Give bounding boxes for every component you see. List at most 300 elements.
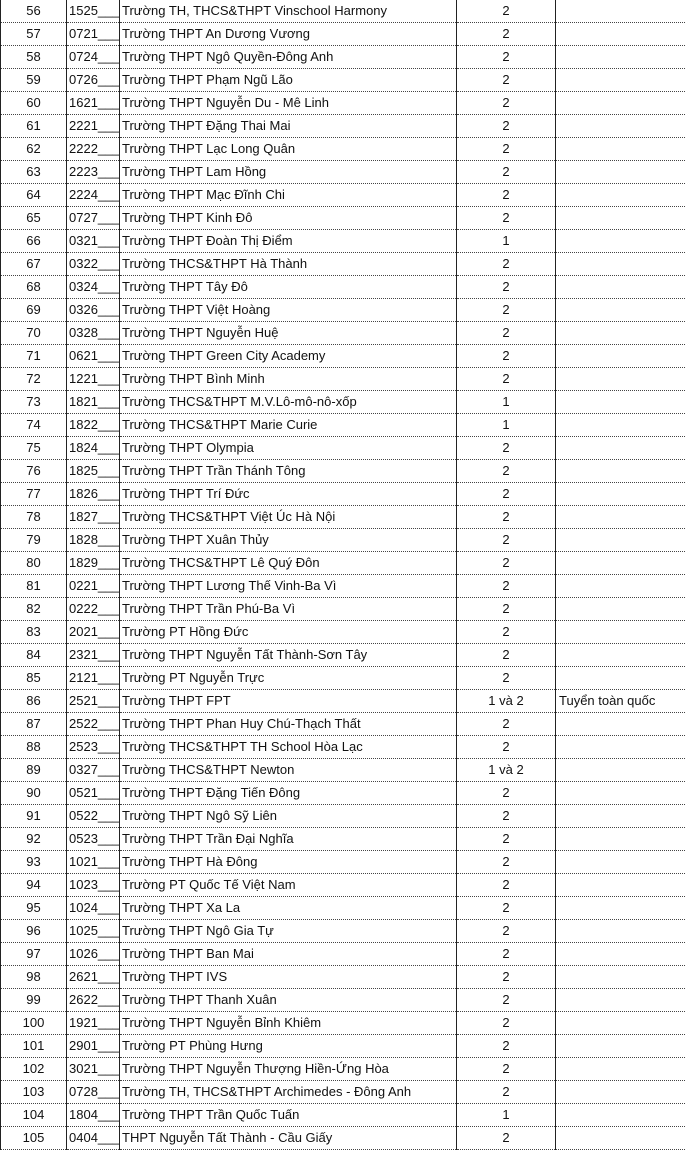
school-code-cell: 1825___ xyxy=(67,460,120,483)
row-number-cell: 58 xyxy=(1,46,67,69)
school-name-cell: Trường THPT Kinh Đô xyxy=(120,207,457,230)
table-row xyxy=(1,966,685,989)
school-code-cell: 1023___ xyxy=(67,874,120,897)
school-code-cell: 0724___ xyxy=(67,46,120,69)
table-row xyxy=(1,138,685,161)
table-row xyxy=(1,115,685,138)
note-cell xyxy=(556,1104,685,1127)
school-name-cell: Trường PT Phùng Hưng xyxy=(120,1035,457,1058)
admission-mode-cell: 2 xyxy=(457,598,556,621)
table-row xyxy=(1,828,685,851)
school-name-cell: Trường THPT Trần Quốc Tuấn xyxy=(120,1104,457,1127)
school-name-cell: Trường THPT Olympia xyxy=(120,437,457,460)
table-row xyxy=(1,713,685,736)
row-number-cell: 97 xyxy=(1,943,67,966)
note-cell xyxy=(556,322,685,345)
row-number-cell: 100 xyxy=(1,1012,67,1035)
school-code-cell: 2621___ xyxy=(67,966,120,989)
school-code-cell: 0324___ xyxy=(67,276,120,299)
school-name-cell: Trường THPT Nguyễn Tất Thành-Sơn Tây xyxy=(120,644,457,667)
note-cell xyxy=(556,644,685,667)
note-cell xyxy=(556,667,685,690)
note-cell xyxy=(556,1081,685,1104)
row-number-cell: 78 xyxy=(1,506,67,529)
table-row xyxy=(1,506,685,529)
table-row xyxy=(1,1104,685,1127)
note-cell xyxy=(556,437,685,460)
row-number-cell: 92 xyxy=(1,828,67,851)
admission-mode-cell: 2 xyxy=(457,69,556,92)
table-row xyxy=(1,920,685,943)
school-name-cell: Trường THCS&THPT Việt Úc Hà Nội xyxy=(120,506,457,529)
school-code-cell: 0327___ xyxy=(67,759,120,782)
school-name-cell: Trường THPT Xuân Thủy xyxy=(120,529,457,552)
note-cell xyxy=(556,1058,685,1081)
admission-mode-cell: 1 xyxy=(457,414,556,437)
school-name-cell: Trường THCS&THPT Hà Thành xyxy=(120,253,457,276)
school-code-cell: 2622___ xyxy=(67,989,120,1012)
row-number-cell: 88 xyxy=(1,736,67,759)
table-row xyxy=(1,1012,685,1035)
school-code-cell: 0721___ xyxy=(67,23,120,46)
note-cell xyxy=(556,299,685,322)
table-row xyxy=(1,391,685,414)
admission-mode-cell: 1 và 2 xyxy=(457,690,556,713)
school-name-cell: Trường THPT Lương Thế Vinh-Ba Vì xyxy=(120,575,457,598)
row-number-cell: 60 xyxy=(1,92,67,115)
school-code-cell: 1921___ xyxy=(67,1012,120,1035)
table-row xyxy=(1,483,685,506)
row-number-cell: 64 xyxy=(1,184,67,207)
note-cell xyxy=(556,115,685,138)
row-number-cell: 63 xyxy=(1,161,67,184)
admission-mode-cell: 2 xyxy=(457,897,556,920)
table-row xyxy=(1,253,685,276)
row-number-cell: 57 xyxy=(1,23,67,46)
table-row xyxy=(1,322,685,345)
note-cell xyxy=(556,276,685,299)
row-number-cell: 82 xyxy=(1,598,67,621)
row-number-cell: 66 xyxy=(1,230,67,253)
row-number-cell: 83 xyxy=(1,621,67,644)
school-name-cell: Trường THPT Thanh Xuân xyxy=(120,989,457,1012)
note-cell xyxy=(556,943,685,966)
school-code-cell: 0621___ xyxy=(67,345,120,368)
table-row xyxy=(1,759,685,782)
row-number-cell: 84 xyxy=(1,644,67,667)
school-name-cell: Trường THPT Phan Huy Chú-Thạch Thất xyxy=(120,713,457,736)
note-cell xyxy=(556,391,685,414)
row-number-cell: 99 xyxy=(1,989,67,1012)
row-number-cell: 89 xyxy=(1,759,67,782)
table-row xyxy=(1,598,685,621)
row-number-cell: 96 xyxy=(1,920,67,943)
school-code-cell: 0221___ xyxy=(67,575,120,598)
school-code-cell: 1525___ xyxy=(67,0,120,23)
school-name-cell: Trường THPT Nguyễn Du - Mê Linh xyxy=(120,92,457,115)
row-number-cell: 62 xyxy=(1,138,67,161)
school-name-cell: Trường THPT Xa La xyxy=(120,897,457,920)
note-cell xyxy=(556,506,685,529)
note-cell: Tuyển toàn quốc xyxy=(556,690,685,713)
note-cell xyxy=(556,460,685,483)
admission-mode-cell: 2 xyxy=(457,1058,556,1081)
row-number-cell: 102 xyxy=(1,1058,67,1081)
school-code-cell: 0727___ xyxy=(67,207,120,230)
row-number-cell: 95 xyxy=(1,897,67,920)
admission-mode-cell: 2 xyxy=(457,713,556,736)
school-code-cell: 0523___ xyxy=(67,828,120,851)
row-number-cell: 70 xyxy=(1,322,67,345)
admission-mode-cell: 2 xyxy=(457,805,556,828)
school-code-cell: 0728___ xyxy=(67,1081,120,1104)
note-cell xyxy=(556,483,685,506)
admission-mode-cell: 2 xyxy=(457,299,556,322)
row-number-cell: 71 xyxy=(1,345,67,368)
school-code-cell: 1221___ xyxy=(67,368,120,391)
table-row xyxy=(1,1035,685,1058)
school-name-cell: Trường THCS&THPT Lê Quý Đôn xyxy=(120,552,457,575)
admission-mode-cell: 2 xyxy=(457,943,556,966)
school-code-cell: 1822___ xyxy=(67,414,120,437)
admission-mode-cell: 2 xyxy=(457,828,556,851)
admission-mode-cell: 2 xyxy=(457,644,556,667)
note-cell xyxy=(556,897,685,920)
note-cell xyxy=(556,966,685,989)
table-row xyxy=(1,575,685,598)
school-name-cell: Trường THPT Đặng Thai Mai xyxy=(120,115,457,138)
school-code-cell: 1024___ xyxy=(67,897,120,920)
school-code-cell: 0522___ xyxy=(67,805,120,828)
row-number-cell: 76 xyxy=(1,460,67,483)
school-code-cell: 1025___ xyxy=(67,920,120,943)
admission-mode-cell: 2 xyxy=(457,966,556,989)
school-code-cell: 1821___ xyxy=(67,391,120,414)
admission-mode-cell: 2 xyxy=(457,184,556,207)
school-name-cell: Trường THPT Đặng Tiến Đông xyxy=(120,782,457,805)
admission-mode-cell: 2 xyxy=(457,460,556,483)
note-cell xyxy=(556,736,685,759)
table-row xyxy=(1,368,685,391)
admission-mode-cell: 2 xyxy=(457,552,556,575)
school-code-cell: 2121___ xyxy=(67,667,120,690)
note-cell xyxy=(556,1127,685,1150)
table-row xyxy=(1,782,685,805)
school-code-cell: 2521___ xyxy=(67,690,120,713)
school-name-cell: Trường THPT Ban Mai xyxy=(120,943,457,966)
row-number-cell: 86 xyxy=(1,690,67,713)
note-cell xyxy=(556,1012,685,1035)
school-code-cell: 2222___ xyxy=(67,138,120,161)
admission-mode-cell: 2 xyxy=(457,736,556,759)
note-cell xyxy=(556,575,685,598)
note-cell xyxy=(556,23,685,46)
table-row xyxy=(1,92,685,115)
admission-mode-cell: 2 xyxy=(457,483,556,506)
row-number-cell: 101 xyxy=(1,1035,67,1058)
school-name-cell: Trường THPT Ngô Sỹ Liên xyxy=(120,805,457,828)
school-name-cell: Trường PT Nguyễn Trực xyxy=(120,667,457,690)
row-number-cell: 81 xyxy=(1,575,67,598)
school-name-cell: Trường THCS&THPT Newton xyxy=(120,759,457,782)
school-name-cell: Trường THPT Hà Đông xyxy=(120,851,457,874)
school-name-cell: Trường THPT Green City Academy xyxy=(120,345,457,368)
school-code-cell: 0321___ xyxy=(67,230,120,253)
admission-mode-cell: 2 xyxy=(457,529,556,552)
school-name-cell: Trường THCS&THPT Marie Curie xyxy=(120,414,457,437)
school-name-cell: Trường THCS&THPT M.V.Lô-mô-nô-xốp xyxy=(120,391,457,414)
admission-mode-cell: 2 xyxy=(457,161,556,184)
school-code-cell: 2221___ xyxy=(67,115,120,138)
admission-mode-cell: 2 xyxy=(457,138,556,161)
school-name-cell: Trường THPT FPT xyxy=(120,690,457,713)
school-name-cell: Trường THPT Trần Phú-Ba Vì xyxy=(120,598,457,621)
note-cell xyxy=(556,805,685,828)
admission-mode-cell: 1 xyxy=(457,1104,556,1127)
school-name-cell: Trường PT Hồng Đức xyxy=(120,621,457,644)
note-cell xyxy=(556,989,685,1012)
row-number-cell: 59 xyxy=(1,69,67,92)
admission-mode-cell: 2 xyxy=(457,1127,556,1150)
table-row xyxy=(1,299,685,322)
admission-mode-cell: 2 xyxy=(457,345,556,368)
table-row xyxy=(1,874,685,897)
note-cell xyxy=(556,874,685,897)
school-code-cell: 2021___ xyxy=(67,621,120,644)
table-row xyxy=(1,460,685,483)
school-code-cell: 0222___ xyxy=(67,598,120,621)
school-name-cell: Trường THPT Lạc Long Quân xyxy=(120,138,457,161)
note-cell xyxy=(556,184,685,207)
school-code-cell: 1021___ xyxy=(67,851,120,874)
table-row xyxy=(1,667,685,690)
row-number-cell: 73 xyxy=(1,391,67,414)
note-cell xyxy=(556,161,685,184)
note-cell xyxy=(556,138,685,161)
admission-mode-cell: 2 xyxy=(457,667,556,690)
school-name-cell: Trường THPT Việt Hoàng xyxy=(120,299,457,322)
admission-mode-cell: 1 xyxy=(457,391,556,414)
row-number-cell: 85 xyxy=(1,667,67,690)
school-code-cell: 0322___ xyxy=(67,253,120,276)
school-name-cell: Trường THPT Mạc Đĩnh Chi xyxy=(120,184,457,207)
row-number-cell: 75 xyxy=(1,437,67,460)
table-row xyxy=(1,989,685,1012)
note-cell xyxy=(556,46,685,69)
school-code-cell: 1804___ xyxy=(67,1104,120,1127)
note-cell xyxy=(556,368,685,391)
admission-mode-cell: 2 xyxy=(457,782,556,805)
note-cell xyxy=(556,207,685,230)
school-name-cell: Trường THPT Lam Hồng xyxy=(120,161,457,184)
school-name-cell: Trường THPT Đoàn Thị Điểm xyxy=(120,230,457,253)
school-code-cell: 2321___ xyxy=(67,644,120,667)
row-number-cell: 74 xyxy=(1,414,67,437)
admission-mode-cell: 2 xyxy=(457,437,556,460)
note-cell xyxy=(556,552,685,575)
school-name-cell: Trường THPT Ngô Quyền-Đông Anh xyxy=(120,46,457,69)
row-number-cell: 93 xyxy=(1,851,67,874)
table-row xyxy=(1,184,685,207)
row-number-cell: 103 xyxy=(1,1081,67,1104)
row-number-cell: 91 xyxy=(1,805,67,828)
note-cell xyxy=(556,230,685,253)
admission-mode-cell: 2 xyxy=(457,276,556,299)
row-number-cell: 80 xyxy=(1,552,67,575)
table-row xyxy=(1,621,685,644)
school-name-cell: Trường THPT Nguyễn Bỉnh Khiêm xyxy=(120,1012,457,1035)
row-number-cell: 94 xyxy=(1,874,67,897)
school-name-cell: Trường THPT Nguyễn Huệ xyxy=(120,322,457,345)
school-code-cell: 1621___ xyxy=(67,92,120,115)
admission-mode-cell: 2 xyxy=(457,253,556,276)
admission-mode-cell: 1 và 2 xyxy=(457,759,556,782)
table-row xyxy=(1,644,685,667)
table-row xyxy=(1,690,685,713)
school-code-cell: 1828___ xyxy=(67,529,120,552)
school-name-cell: Trường THPT IVS xyxy=(120,966,457,989)
row-number-cell: 77 xyxy=(1,483,67,506)
note-cell xyxy=(556,69,685,92)
admission-mode-cell: 2 xyxy=(457,874,556,897)
row-number-cell: 87 xyxy=(1,713,67,736)
school-code-cell: 2522___ xyxy=(67,713,120,736)
school-name-cell: Trường THPT Bình Minh xyxy=(120,368,457,391)
table-row xyxy=(1,276,685,299)
admission-mode-cell: 1 xyxy=(457,230,556,253)
admission-mode-cell: 2 xyxy=(457,1035,556,1058)
school-code-cell: 0326___ xyxy=(67,299,120,322)
admission-mode-cell: 2 xyxy=(457,1012,556,1035)
school-code-cell: 3021___ xyxy=(67,1058,120,1081)
admission-mode-cell: 2 xyxy=(457,322,556,345)
school-code-cell: 2224___ xyxy=(67,184,120,207)
table-row xyxy=(1,437,685,460)
row-number-cell: 65 xyxy=(1,207,67,230)
table-body xyxy=(1,0,685,1150)
table-row xyxy=(1,345,685,368)
table-row xyxy=(1,161,685,184)
note-cell xyxy=(556,759,685,782)
admission-mode-cell: 2 xyxy=(457,23,556,46)
school-code-cell: 2223___ xyxy=(67,161,120,184)
admission-mode-cell: 2 xyxy=(457,207,556,230)
admission-mode-cell: 2 xyxy=(457,46,556,69)
school-code-cell: 2901___ xyxy=(67,1035,120,1058)
school-code-cell: 2523___ xyxy=(67,736,120,759)
row-number-cell: 79 xyxy=(1,529,67,552)
admission-mode-cell: 2 xyxy=(457,989,556,1012)
school-code-cell: 0726___ xyxy=(67,69,120,92)
table-row xyxy=(1,0,685,23)
school-name-cell: Trường THPT Phạm Ngũ Lão xyxy=(120,69,457,92)
note-cell xyxy=(556,253,685,276)
row-number-cell: 67 xyxy=(1,253,67,276)
table-row xyxy=(1,805,685,828)
school-code-cell: 1824___ xyxy=(67,437,120,460)
table-row xyxy=(1,736,685,759)
table-row xyxy=(1,1081,685,1104)
admission-mode-cell: 2 xyxy=(457,1081,556,1104)
school-name-cell: Trường THPT Trí Đức xyxy=(120,483,457,506)
row-number-cell: 61 xyxy=(1,115,67,138)
school-code-cell: 0328___ xyxy=(67,322,120,345)
row-number-cell: 68 xyxy=(1,276,67,299)
table-row xyxy=(1,46,685,69)
row-number-cell: 72 xyxy=(1,368,67,391)
admission-mode-cell: 2 xyxy=(457,92,556,115)
admission-mode-cell: 2 xyxy=(457,368,556,391)
table-row xyxy=(1,207,685,230)
school-name-cell: Trường THPT Trần Thánh Tông xyxy=(120,460,457,483)
note-cell xyxy=(556,920,685,943)
school-name-cell: Trường TH, THCS&THPT Vinschool Harmony xyxy=(120,0,457,23)
row-number-cell: 90 xyxy=(1,782,67,805)
school-name-cell: Trường THPT Trần Đại Nghĩa xyxy=(120,828,457,851)
admission-mode-cell: 2 xyxy=(457,851,556,874)
row-number-cell: 98 xyxy=(1,966,67,989)
note-cell xyxy=(556,713,685,736)
note-cell xyxy=(556,92,685,115)
table-row xyxy=(1,23,685,46)
note-cell xyxy=(556,414,685,437)
table-row xyxy=(1,897,685,920)
school-name-cell: Trường THPT Tây Đô xyxy=(120,276,457,299)
table-row xyxy=(1,943,685,966)
school-code-cell: 0521___ xyxy=(67,782,120,805)
school-name-cell: Trường THCS&THPT TH School Hòa Lạc xyxy=(120,736,457,759)
admission-mode-cell: 2 xyxy=(457,0,556,23)
admission-mode-cell: 2 xyxy=(457,506,556,529)
note-cell xyxy=(556,851,685,874)
row-number-cell: 56 xyxy=(1,0,67,23)
note-cell xyxy=(556,345,685,368)
admission-mode-cell: 2 xyxy=(457,920,556,943)
note-cell xyxy=(556,1035,685,1058)
note-cell xyxy=(556,529,685,552)
school-name-cell: THPT Nguyễn Tất Thành - Cầu Giấy xyxy=(120,1127,457,1150)
school-name-cell: Trường THPT An Dương Vương xyxy=(120,23,457,46)
row-number-cell: 104 xyxy=(1,1104,67,1127)
school-code-cell: 1827___ xyxy=(67,506,120,529)
note-cell xyxy=(556,782,685,805)
table-row xyxy=(1,230,685,253)
admission-mode-cell: 2 xyxy=(457,115,556,138)
school-code-cell: 1026___ xyxy=(67,943,120,966)
table-row xyxy=(1,1127,685,1150)
school-name-cell: Trường THPT Nguyễn Thượng Hiền-Ứng Hòa xyxy=(120,1058,457,1081)
note-cell xyxy=(556,828,685,851)
school-code-cell: 1826___ xyxy=(67,483,120,506)
table-row xyxy=(1,851,685,874)
school-code-cell: 1829___ xyxy=(67,552,120,575)
school-name-cell: Trường TH, THCS&THPT Archimedes - Đông Anh xyxy=(120,1081,457,1104)
row-number-cell: 105 xyxy=(1,1127,67,1150)
admission-mode-cell: 2 xyxy=(457,575,556,598)
table-row xyxy=(1,69,685,92)
school-code-cell: 0404___ xyxy=(67,1127,120,1150)
row-number-cell: 69 xyxy=(1,299,67,322)
table-row xyxy=(1,552,685,575)
note-cell xyxy=(556,0,685,23)
note-cell xyxy=(556,598,685,621)
admission-mode-cell: 2 xyxy=(457,621,556,644)
table-row xyxy=(1,414,685,437)
table-row xyxy=(1,1058,685,1081)
table-row xyxy=(1,529,685,552)
school-name-cell: Trường THPT Ngô Gia Tự xyxy=(120,920,457,943)
note-cell xyxy=(556,621,685,644)
